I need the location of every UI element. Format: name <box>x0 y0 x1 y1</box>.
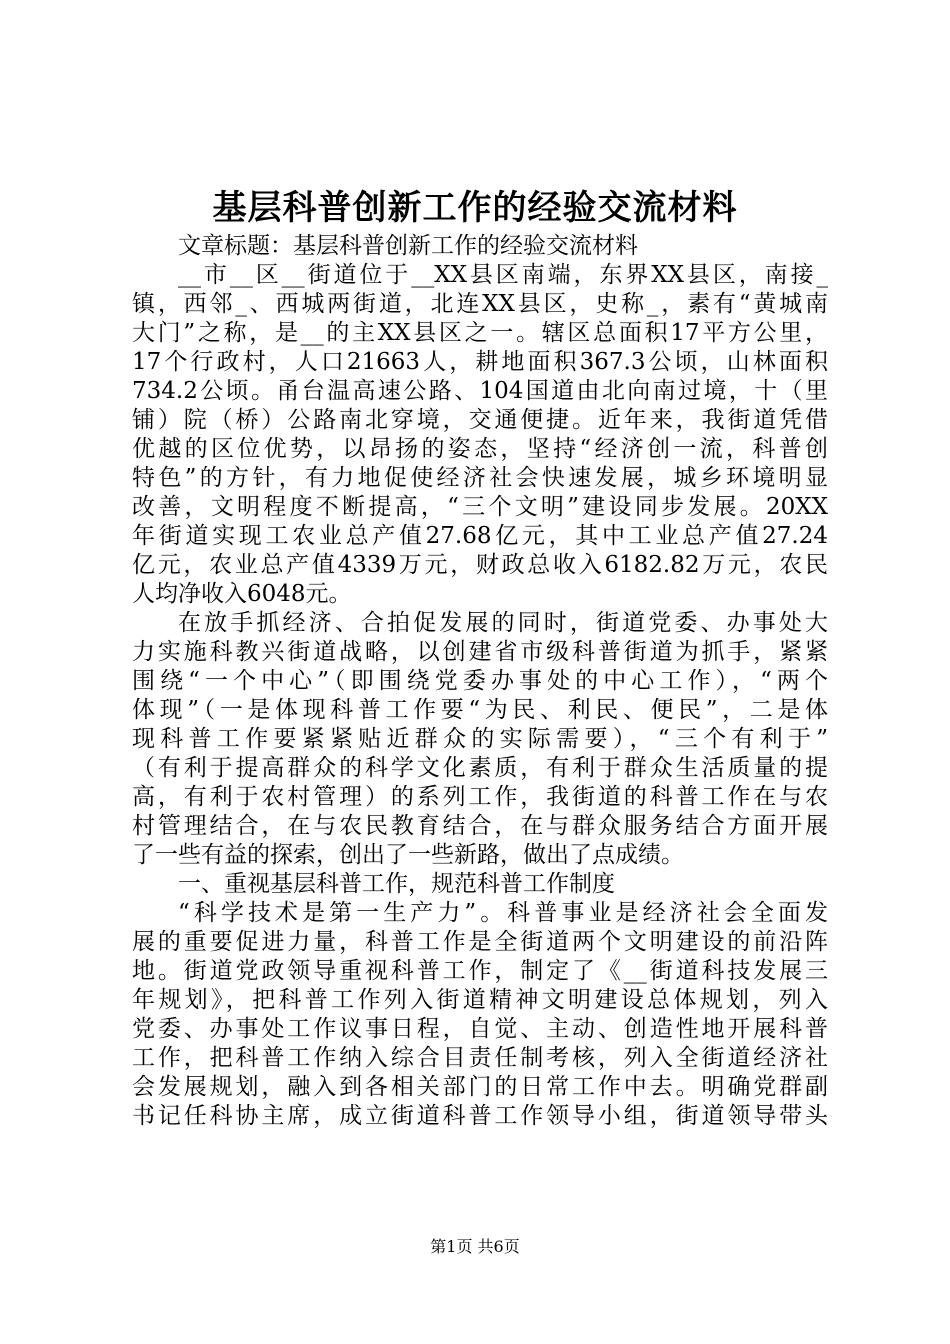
page-footer: 第1页 共6页 <box>430 1237 520 1256</box>
text-line: 高，有利于农村管理）的系列工作，我街道的科普工作在与农 <box>132 784 828 810</box>
text-line: 年规划》，把科普工作列入街道精神文明建设总体规划，列入 <box>132 987 828 1013</box>
text-line: 党委、办事处工作议事日程，自觉、主动、创造性地开展科普 <box>132 1016 828 1042</box>
text-line: 在放手抓经济、合拍促发展的同时，街道党委、办事处大 <box>178 610 828 636</box>
text-line: 铺）院（桥）公路南北穿境，交通便捷。近年来，我街道凭借 <box>132 407 828 433</box>
document-title: 基层科普创新工作的经验交流材料 <box>212 188 738 228</box>
text-line: 展的重要促进力量，科普工作是全街道两个文明建设的前沿阵 <box>132 929 828 955</box>
text-line: 人均净收入6048元。 <box>132 581 352 607</box>
text-line: （有利于提高群众的科学文化素质，有利于群众生活质量的提 <box>132 755 828 781</box>
text-line: 会发展规划，融入到各相关部门的日常工作中去。明确党群副 <box>132 1074 828 1100</box>
text-line: 特色”的方针，有力地促使经济社会快速发展，城乡环境明显 <box>132 465 828 491</box>
text-line: 文章标题：基层科普创新工作的经验交流材料 <box>178 233 638 259</box>
text-line: 书记任科协主席，成立街道科普工作领导小组，街道领导带头 <box>132 1103 828 1129</box>
text-line: 17个行政村，人口21663人，耕地面积367.3公顷，山林面积 <box>132 349 828 375</box>
text-line: “科学技术是第一生产力”。科普事业是经济社会全面发 <box>178 900 828 926</box>
text-line: 改善，文明程度不断提高，“三个文明”建设同步发展。20XX <box>132 494 828 520</box>
text-line: __市__区__街道位于__XX县区南端，东界XX县区，南接_ <box>178 262 828 288</box>
text-line: 734.2公顷。甬台温高速公路、104国道由北向南过境，十（里 <box>132 378 828 404</box>
text-line: 村管理结合，在与农民教育结合，在与群众服务结合方面开展 <box>132 813 828 839</box>
text-line: 大门”之称，是__的主XX县区之一。辖区总面积17平方公里， <box>132 320 828 346</box>
text-line: 工作，把科普工作纳入综合目责任制考核，列入全街道经济社 <box>132 1045 828 1071</box>
text-line: 年街道实现工农业总产值27.68亿元，其中工业总产值27.24 <box>132 523 828 549</box>
text-line: 围绕“一个中心”（即围绕党委办事处的中心工作），“两个 <box>132 668 828 694</box>
text-line: 亿元，农业总产值4339万元，财政总收入6182.82万元，农民 <box>132 552 828 578</box>
text-line: 体现”（一是体现科普工作要“为民、利民、便民”，二是体 <box>132 697 828 723</box>
text-line: 镇，西邻_、西城两街道，北连XX县区，史称_，素有“黄城南 <box>132 291 828 317</box>
text-line: 优越的区位优势，以昂扬的姿态，坚持“经济创一流，科普创 <box>132 436 828 462</box>
text-line: 力实施科教兴街道战略，以创建省市级科普街道为抓手，紧紧 <box>132 639 828 665</box>
text-line: 地。街道党政领导重视科普工作，制定了《__街道科技发展三 <box>132 958 828 984</box>
text-line: 现科普工作要紧紧贴近群众的实际需要），“三个有利于” <box>132 726 828 752</box>
text-line: 了一些有益的探索，创出了一些新路，做出了点成绩。 <box>132 842 684 868</box>
document-body <box>132 232 828 1131</box>
text-line: 一、重视基层科普工作，规范科普工作制度 <box>178 871 615 897</box>
